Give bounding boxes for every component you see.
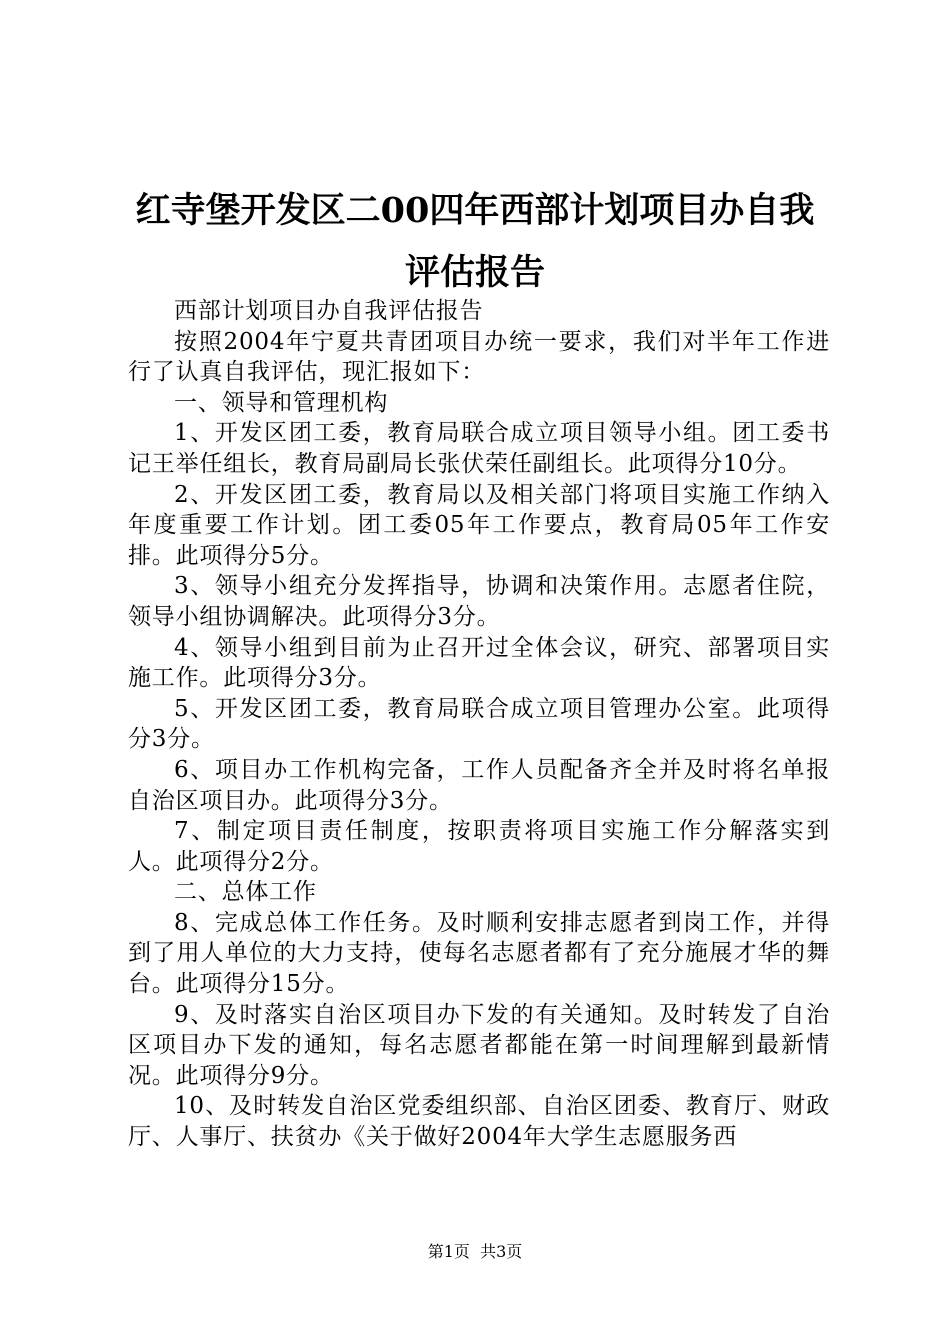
section-heading: 二、总体工作 [174,879,317,906]
page-footer [0,1242,950,1262]
document-body [128,296,830,1153]
paragraph: 西部计划项目办自我评估报告 [174,298,484,324]
footer-separator [470,1242,480,1261]
paragraph: 3、领导小组充分发挥指导，协调和决策作用。志愿者住院，领导小组协调解决。此项得分3分。 [128,573,830,630]
paragraph: 4、领导小组到目前为止召开过全体会议，研究、部署项目实施工作。此项得分3分。 [128,634,830,692]
paragraph: 6、项目办工作机构完备，工作人员配备齐全并及时将名单报自治区项目办。此项得分3分。 [128,756,830,814]
paragraph: 1、开发区团工委，教育局联合成立项目领导小组。团工委书记王举任组长，教育局副局长张伏荣任副组长。此项得分10分。 [128,420,830,477]
document-title: 红寺堡开发区二00四年西部计划项目办自我评估报告 [135,190,815,293]
paragraph: 7、制定项目责任制度，按职责将项目实施工作分解落实到人。此项得分2分。 [128,818,830,875]
page-total: 共3页 [480,1242,523,1261]
paragraph: 9、及时落实自治区项目办下发的有关通知。及时转发了自治区项目办下发的通知，每名志愿者都能在第一时间理解到最新情况。此项得分9分。 [128,1001,830,1089]
paragraph: 按照2004年宁夏共青团项目办统一要求，我们对半年工作进行了认真自我评估，现汇报如下： [128,328,830,386]
paragraph: 2、开发区团工委，教育局以及相关部门将项目实施工作纳入年度重要工作计划。团工委05年工作要点，教育局05年工作安排。此项得分5分。 [128,481,830,569]
page-number: 第1页 [427,1242,470,1261]
paragraph: 5、开发区团工委，教育局联合成立项目管理办公室。此项得分3分。 [128,695,830,753]
section-heading: 一、领导和管理机构 [174,389,389,416]
paragraph: 10、及时转发自治区党委组织部、自治区团委、教育厅、财政厅、人事厅、扶贫办《关于做好2004年大学生志愿服务西 [128,1093,830,1151]
paragraph: 8、完成总体工作任务。及时顺利安排志愿者到岗工作，并得到了用人单位的大力支持，使每名志愿者都有了充分施展才华的舞台。此项得分15分。 [128,909,830,998]
